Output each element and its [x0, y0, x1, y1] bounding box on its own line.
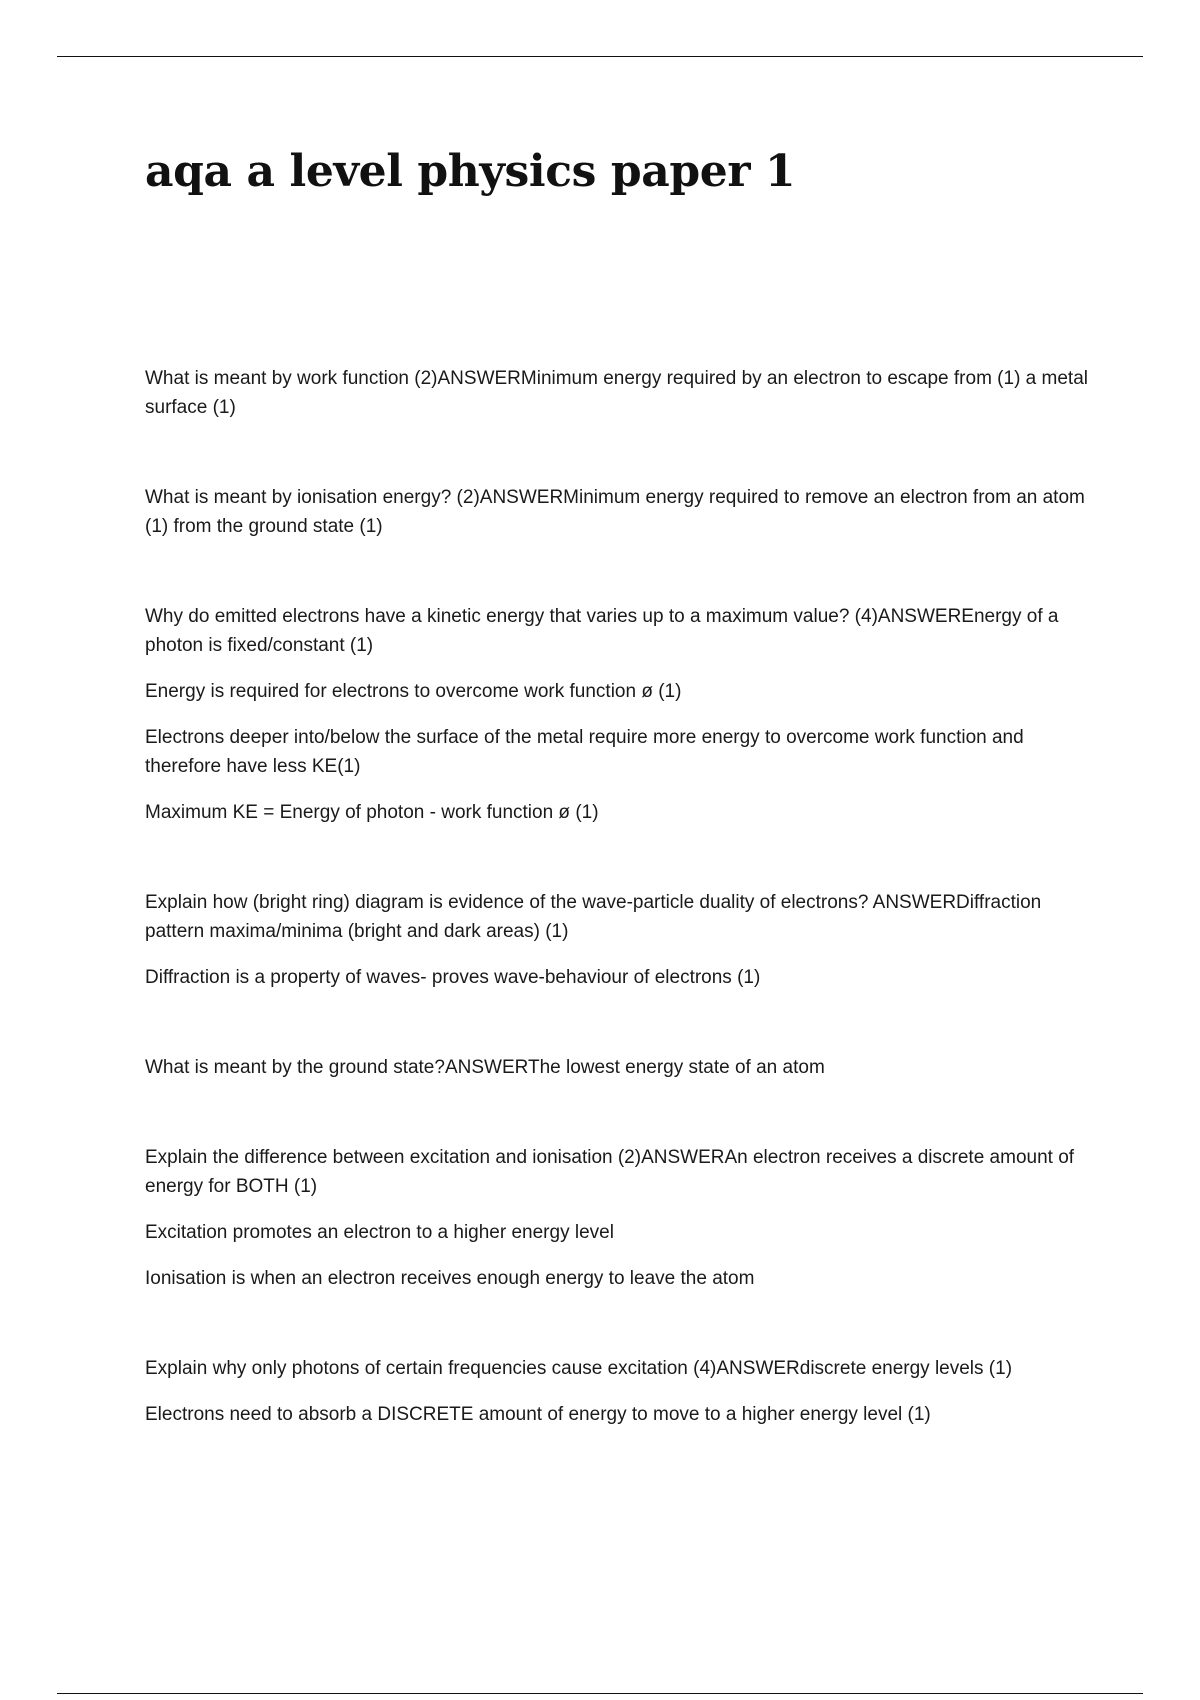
qa-block-ionisation-energy: [145, 483, 1090, 541]
qa-paragraph: What is meant by the ground state?ANSWERThe lowest energy state of an atom: [145, 1057, 825, 1078]
footer-rule: [57, 1693, 1143, 1694]
qa-block-excitation-vs-ionisation: [145, 1143, 1090, 1293]
qa-paragraph: Electrons need to absorb a DISCRETE amount of energy to move to a higher energy level (1): [145, 1404, 931, 1425]
qa-block-wave-particle-duality: [145, 888, 1090, 992]
document-title: aqa a level physics paper 1: [145, 146, 796, 197]
qa-paragraph: What is meant by ionisation energy? (2)ANSWERMinimum energy required to remove an electron from an atom (1) from the ground state (1): [145, 487, 1085, 537]
qa-block-work-function: [145, 364, 1090, 422]
qa-paragraph: Explain the difference between excitation and ionisation (2)ANSWERAn electron receives a discrete amount of energy for BOTH (1): [145, 1147, 1075, 1197]
qa-block-kinetic-energy: [145, 602, 1090, 827]
qa-block-photon-frequencies: [145, 1354, 1090, 1429]
header-rule: [57, 56, 1143, 57]
qa-paragraph: Why do emitted electrons have a kinetic energy that varies up to a maximum value? (4)ANSWEREnergy of a photon is fixed/constant (1): [145, 606, 1059, 656]
qa-paragraph: Electrons deeper into/below the surface of the metal require more energy to overcome work function and therefore have less KE(1): [145, 727, 1024, 777]
qa-paragraph: Excitation promotes an electron to a higher energy level: [145, 1222, 614, 1243]
qa-block-ground-state: [145, 1053, 1090, 1082]
qa-paragraph: Maximum KE = Energy of photon - work function ø (1): [145, 802, 599, 823]
qa-paragraph: Energy is required for electrons to overcome work function ø (1): [145, 681, 682, 702]
qa-list: [145, 364, 1090, 1490]
qa-paragraph: Explain how (bright ring) diagram is evidence of the wave-particle duality of electrons? ANSWERDiffraction pattern maxima/minima (bright and dark areas) (1): [145, 892, 1042, 942]
qa-paragraph: Explain why only photons of certain frequencies cause excitation (4)ANSWERdiscrete energy levels (1): [145, 1358, 1013, 1379]
qa-paragraph: Diffraction is a property of waves- proves wave-behaviour of electrons (1): [145, 967, 761, 988]
qa-paragraph: Ionisation is when an electron receives enough energy to leave the atom: [145, 1268, 755, 1289]
qa-paragraph: What is meant by work function (2)ANSWERMinimum energy required by an electron to escape from (1) a metal surface (1): [145, 368, 1088, 418]
